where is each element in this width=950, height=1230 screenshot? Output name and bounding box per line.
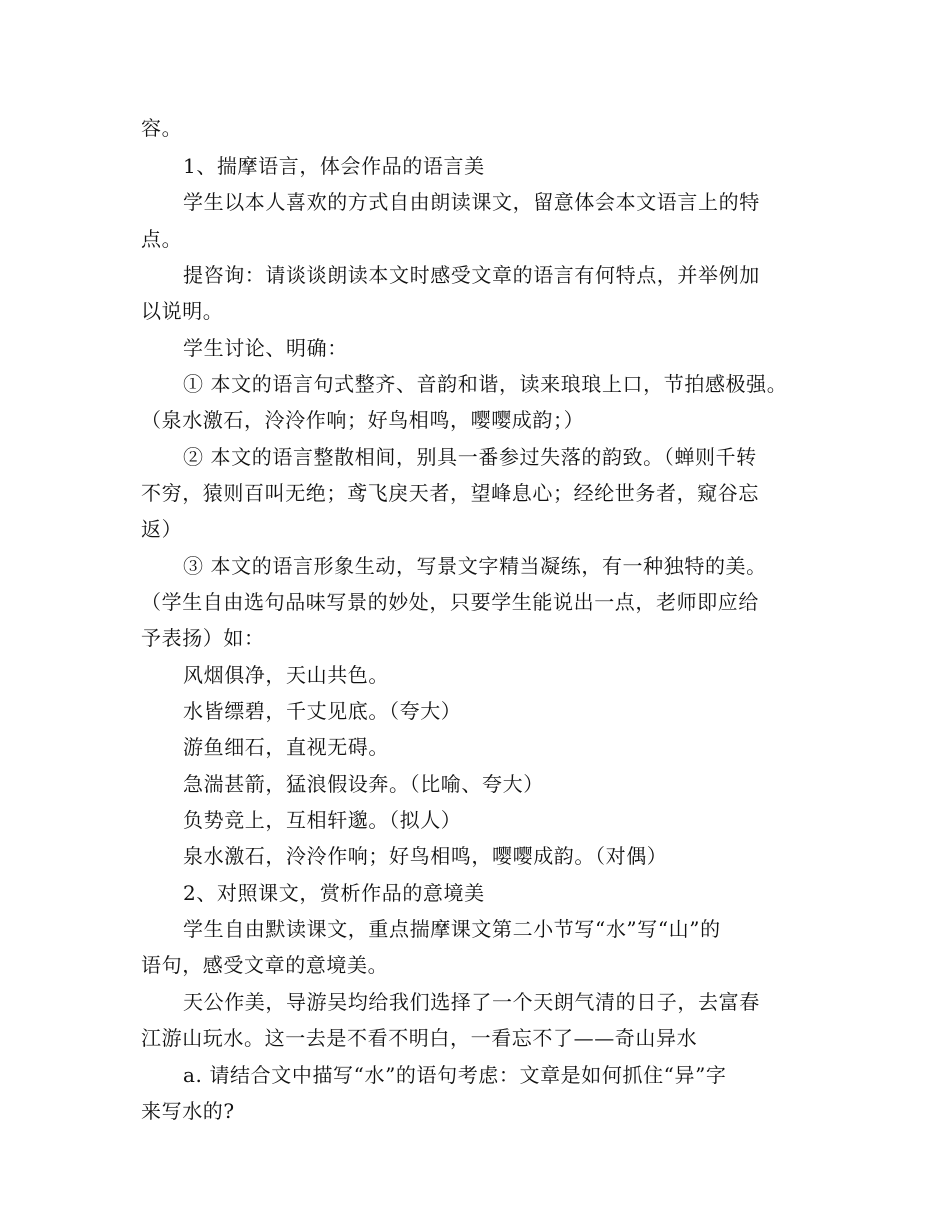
text-line: 江游山玩水。这一去是不看不明白，一看忘不了——奇山异水 xyxy=(141,1026,698,1050)
text-line: 提咨询：请谈谈朗读本文时感受文章的语言有何特点，并举例加 xyxy=(183,263,760,287)
text-line: （泉水激石，泠泠作响；好鸟相鸣，嘤嘤成韵；） xyxy=(141,408,585,432)
text-line: （学生自由选句品味写景的妙处，只要学生能说出一点，老师即应给 xyxy=(141,590,759,614)
text-line: 以说明。 xyxy=(141,299,224,323)
text-line: 点。 xyxy=(141,227,183,251)
text-line: 容。 xyxy=(141,116,183,140)
text-line: ② 本文的语言整散相间，别具一番参过失落的韵致。（蝉则千转 xyxy=(183,445,757,469)
text-line: 负势竞上，互相轩邈。（拟人） xyxy=(183,808,462,832)
text-line: 学生自由默读课文，重点揣摩课文第二小节写“水”写“山”的 xyxy=(183,917,721,941)
section-heading: 1、揣摩语言，体会作品的语言美 xyxy=(183,154,485,178)
text-line: 风烟俱净，天山共色。 xyxy=(183,663,389,687)
section-heading: 2、对照课文，赏析作品的意境美 xyxy=(183,881,485,905)
text-line: ① 本文的语言句式整齐、音韵和谐，读来琅琅上口，节拍感极强。 xyxy=(183,372,788,396)
text-line: 语句，感受文章的意境美。 xyxy=(141,953,389,977)
text-line: 天公作美，导游吴均给我们选择了一个天朗气清的日子，去富春 xyxy=(183,990,760,1014)
text-line: 不穷，猿则百叫无绝；鸢飞戾天者，望峰息心；经纶世务者，窥谷忘 xyxy=(141,481,759,505)
text-line: 游鱼细石，直视无碍。 xyxy=(183,735,389,759)
text-line: 水皆缥碧，千丈见底。（夸大） xyxy=(183,699,462,723)
text-line: ③ 本文的语言形象生动，写景文字精当凝练，有一种独特的美。 xyxy=(183,554,767,578)
text-line: 予表扬）如： xyxy=(141,626,265,650)
text-line: a. 请结合文中描写“水”的语句考虑：文章是如何抓住“异”字 xyxy=(183,1063,727,1087)
text-line: 学生讨论、明确： xyxy=(183,336,348,360)
text-line: 学生以本人喜欢的方式自由朗读课文，留意体会本文语言上的特 xyxy=(183,190,760,214)
text-line: 急湍甚箭，猛浪假设奔。（比喻、夸大） xyxy=(183,772,544,796)
text-line: 来写水的? xyxy=(141,1099,235,1123)
text-line: 泉水激石，泠泠作响；好鸟相鸣，嘤嘤成韵。（对偶） xyxy=(183,844,668,868)
text-line: 返） xyxy=(141,517,183,541)
